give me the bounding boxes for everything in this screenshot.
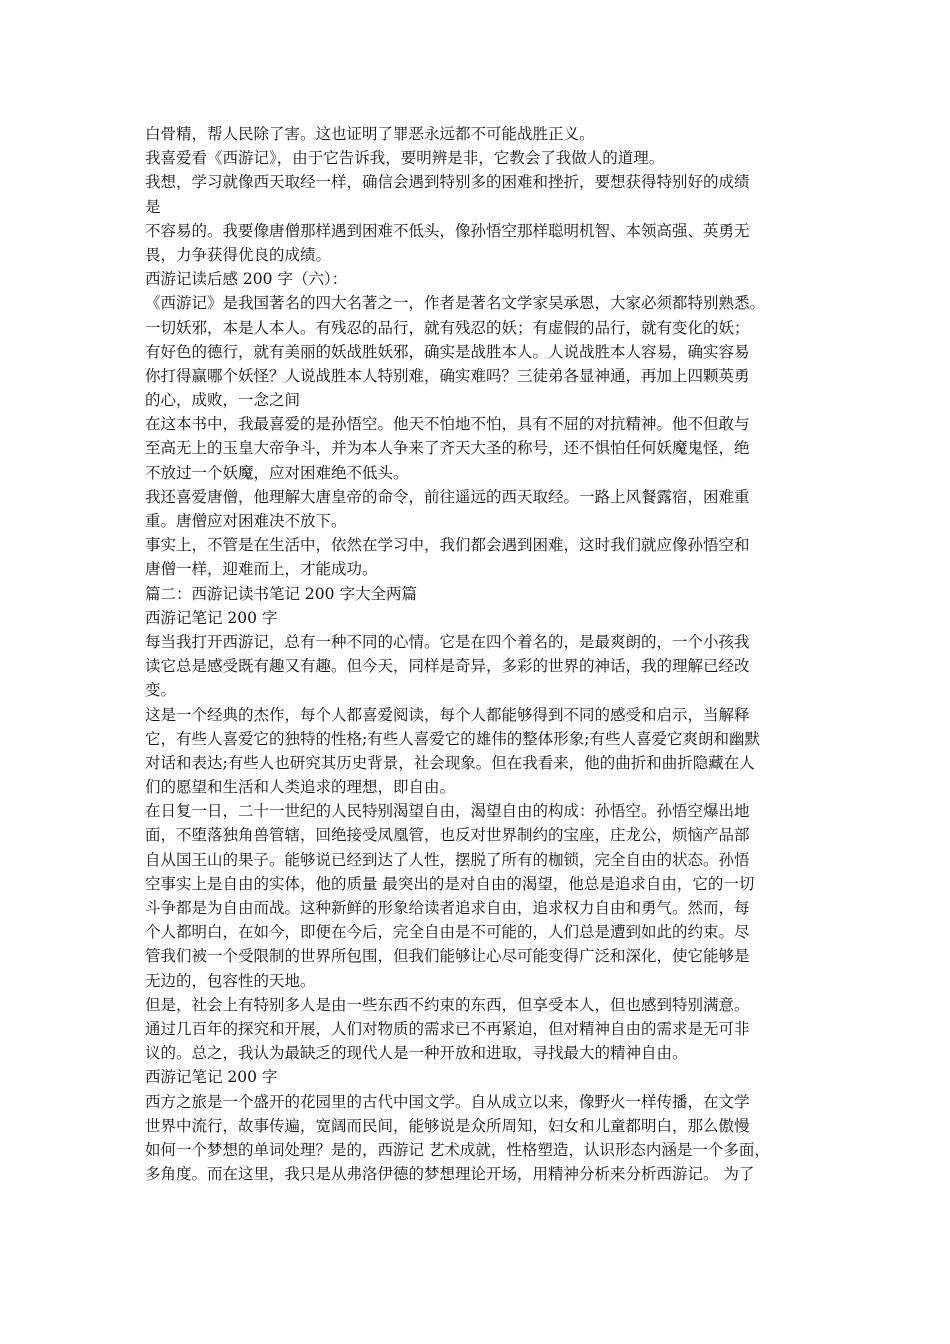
text-line: 世界中流行，故事传遍，宽阔而民间，能够说是众所周知，妇女和儿童都明白，那么傲慢	[145, 1116, 750, 1135]
text-line: 们的愿望和生活和人类追求的理想，即自由。	[145, 778, 456, 797]
document-body	[145, 122, 815, 1186]
text-line: 白骨精，帮人民除了害。这也证明了罪恶永远都不可能战胜正义。	[145, 125, 595, 143]
text-line: 空事实上是自由的实体，他的质量 最突出的是对自由的渴望，他总是追求自由，它的一切	[145, 874, 755, 893]
text-line: 的心，成败，一念之间	[145, 391, 301, 410]
text-line: 通过几百年的探究和开展，人们对物质的需求已不再紧迫，但对精神自由的需求是无可非	[145, 1019, 750, 1038]
text-line: 变。	[145, 681, 177, 700]
text-line: 我喜爱看《西游记》，由于它告诉我，要明辨是非，它教会了我做人的道理。	[145, 149, 665, 168]
text-line: 无边的，包容性的天地。	[145, 971, 316, 990]
text-line: 至高无上的玉皇大帝争斗，并为本人争来了齐天大圣的称号，还不惧怕任何妖魔鬼怪，绝	[145, 439, 750, 458]
text-line: 在这本书中，我最喜爱的是孙悟空。他天不怕地不怕，具有不屈的对抗精神。他不但敢与	[145, 415, 750, 434]
subsection-heading: 西游记笔记 200 字	[145, 1068, 278, 1087]
text-line: 事实上，不管是在生活中，依然在学习中，我们都会遇到困难，这时我们就应像孙悟空和	[145, 536, 750, 555]
text-line: 西方之旅是一个盛开的花园里的古代中国文学。自从成立以来，像野火一样传播，在文学	[145, 1092, 750, 1111]
text-line: 是	[145, 197, 161, 216]
text-line: 议的。总之，我认为最缺乏的现代人是一种开放和进取，寻找最大的精神自由。	[145, 1044, 688, 1063]
text-line: 但是，社会上有特别多人是由一些东西不约束的东西，但享受本人，但也感到特别满意。	[145, 995, 750, 1014]
text-line: 对话和表达;有些人也研究其历史背景，社会现象。但在我看来，他的曲折和曲折隐藏在人	[145, 753, 755, 772]
section-heading: 西游记读后感 200 字（六）：	[145, 270, 348, 289]
text-line: 畏，力争获得优良的成绩。	[145, 245, 332, 264]
text-line: 这是一个经典的杰作，每个人都喜爱阅读，每个人都能够得到不同的感受和启示，当解释	[145, 705, 750, 724]
text-line: 一切妖邪，本是人本人。有残忍的品行，就有残忍的妖；有虚假的品行，就有变化的妖；	[145, 318, 750, 337]
text-line: 每当我打开西游记，总有一种不同的心情。它是在四个着名的，是最爽朗的，一个小孩我	[145, 632, 750, 651]
text-line: 它，有些人喜爱它的独特的性格;有些人喜爱它的雄伟的整体形象;有些人喜爱它爽朗和幽默	[145, 729, 760, 748]
section-heading: 篇二：西游记读书笔记 200 字大全两篇	[145, 584, 417, 603]
text-line: 不放过一个妖魔，应对困难绝不低头。	[145, 463, 409, 482]
text-line: 重。唐僧应对困难决不放下。	[145, 512, 347, 530]
text-line: 面，不堕落独角兽管辖，回绝接受凤凰管，也反对世界制约的宝座，庄龙公，烦恼产品部	[145, 826, 750, 845]
text-line: 不容易的。我要像唐僧那样遇到困难不低头，像孙悟空那样聪明机智、本领高强、英勇无	[145, 221, 750, 240]
text-line: 《西游记》是我国著名的四大名著之一，作者是著名文学家吴承恩，大家必须都特别熟悉。	[145, 294, 766, 313]
text-line: 斗争都是为自由而战。这种新鲜的形象给读者追求自由，追求权力自由和勇气。然而，每	[145, 899, 750, 917]
text-line: 在日复一日，二十一世纪的人民特别渴望自由，渴望自由的构成：孙悟空。孙悟空爆出地	[145, 802, 750, 821]
subsection-heading: 西游记笔记 200 字	[145, 608, 278, 627]
text-line: 个人都明白，在如今，即便在今后，完全自由是不可能的，人们总是遭到如此的约束。尽	[145, 923, 750, 942]
text-line: 自从国王山的果子。能够说已经到达了人性，摆脱了所有的枷锁，完全自由的状态。孙悟	[145, 850, 750, 869]
text-line: 读它总是感受既有趣又有趣。但今天，同样是奇异，多彩的世界的神话，我的理解已经改	[145, 657, 750, 676]
text-line: 我想，学习就像西天取经一样，确信会遇到特别多的困难和挫折，要想获得特别好的成绩	[145, 173, 750, 192]
text-line: 我还喜爱唐僧，他理解大唐皇帝的命令，前往遥远的西天取经。一路上风餐露宿，困难重	[145, 487, 750, 506]
text-line: 如何一个梦想的单词处理？是的，西游记 艺术成就，性格塑造，认识形态内涵是一个多面，	[145, 1140, 770, 1159]
text-line: 你打得赢哪个妖怪？人说战胜本人特别难，确实难吗？三徒弟各显神通，再加上四颗英勇	[145, 366, 750, 385]
text-line: 唐僧一样，迎难而上，才能成功。	[145, 560, 378, 579]
text-line: 多角度。而在这里，我只是从弗洛伊德的梦想理论开场，用精神分析来分析西游记。 为了	[145, 1165, 755, 1184]
text-line: 有好色的德行，就有美丽的妖战胜妖邪，确实是战胜本人。人说战胜本人容易，确实容易	[145, 342, 750, 361]
text-line: 管我们被一个受限制的世界所包围，但我们能够让心尽可能变得广泛和深化，使它能够是	[145, 947, 750, 966]
